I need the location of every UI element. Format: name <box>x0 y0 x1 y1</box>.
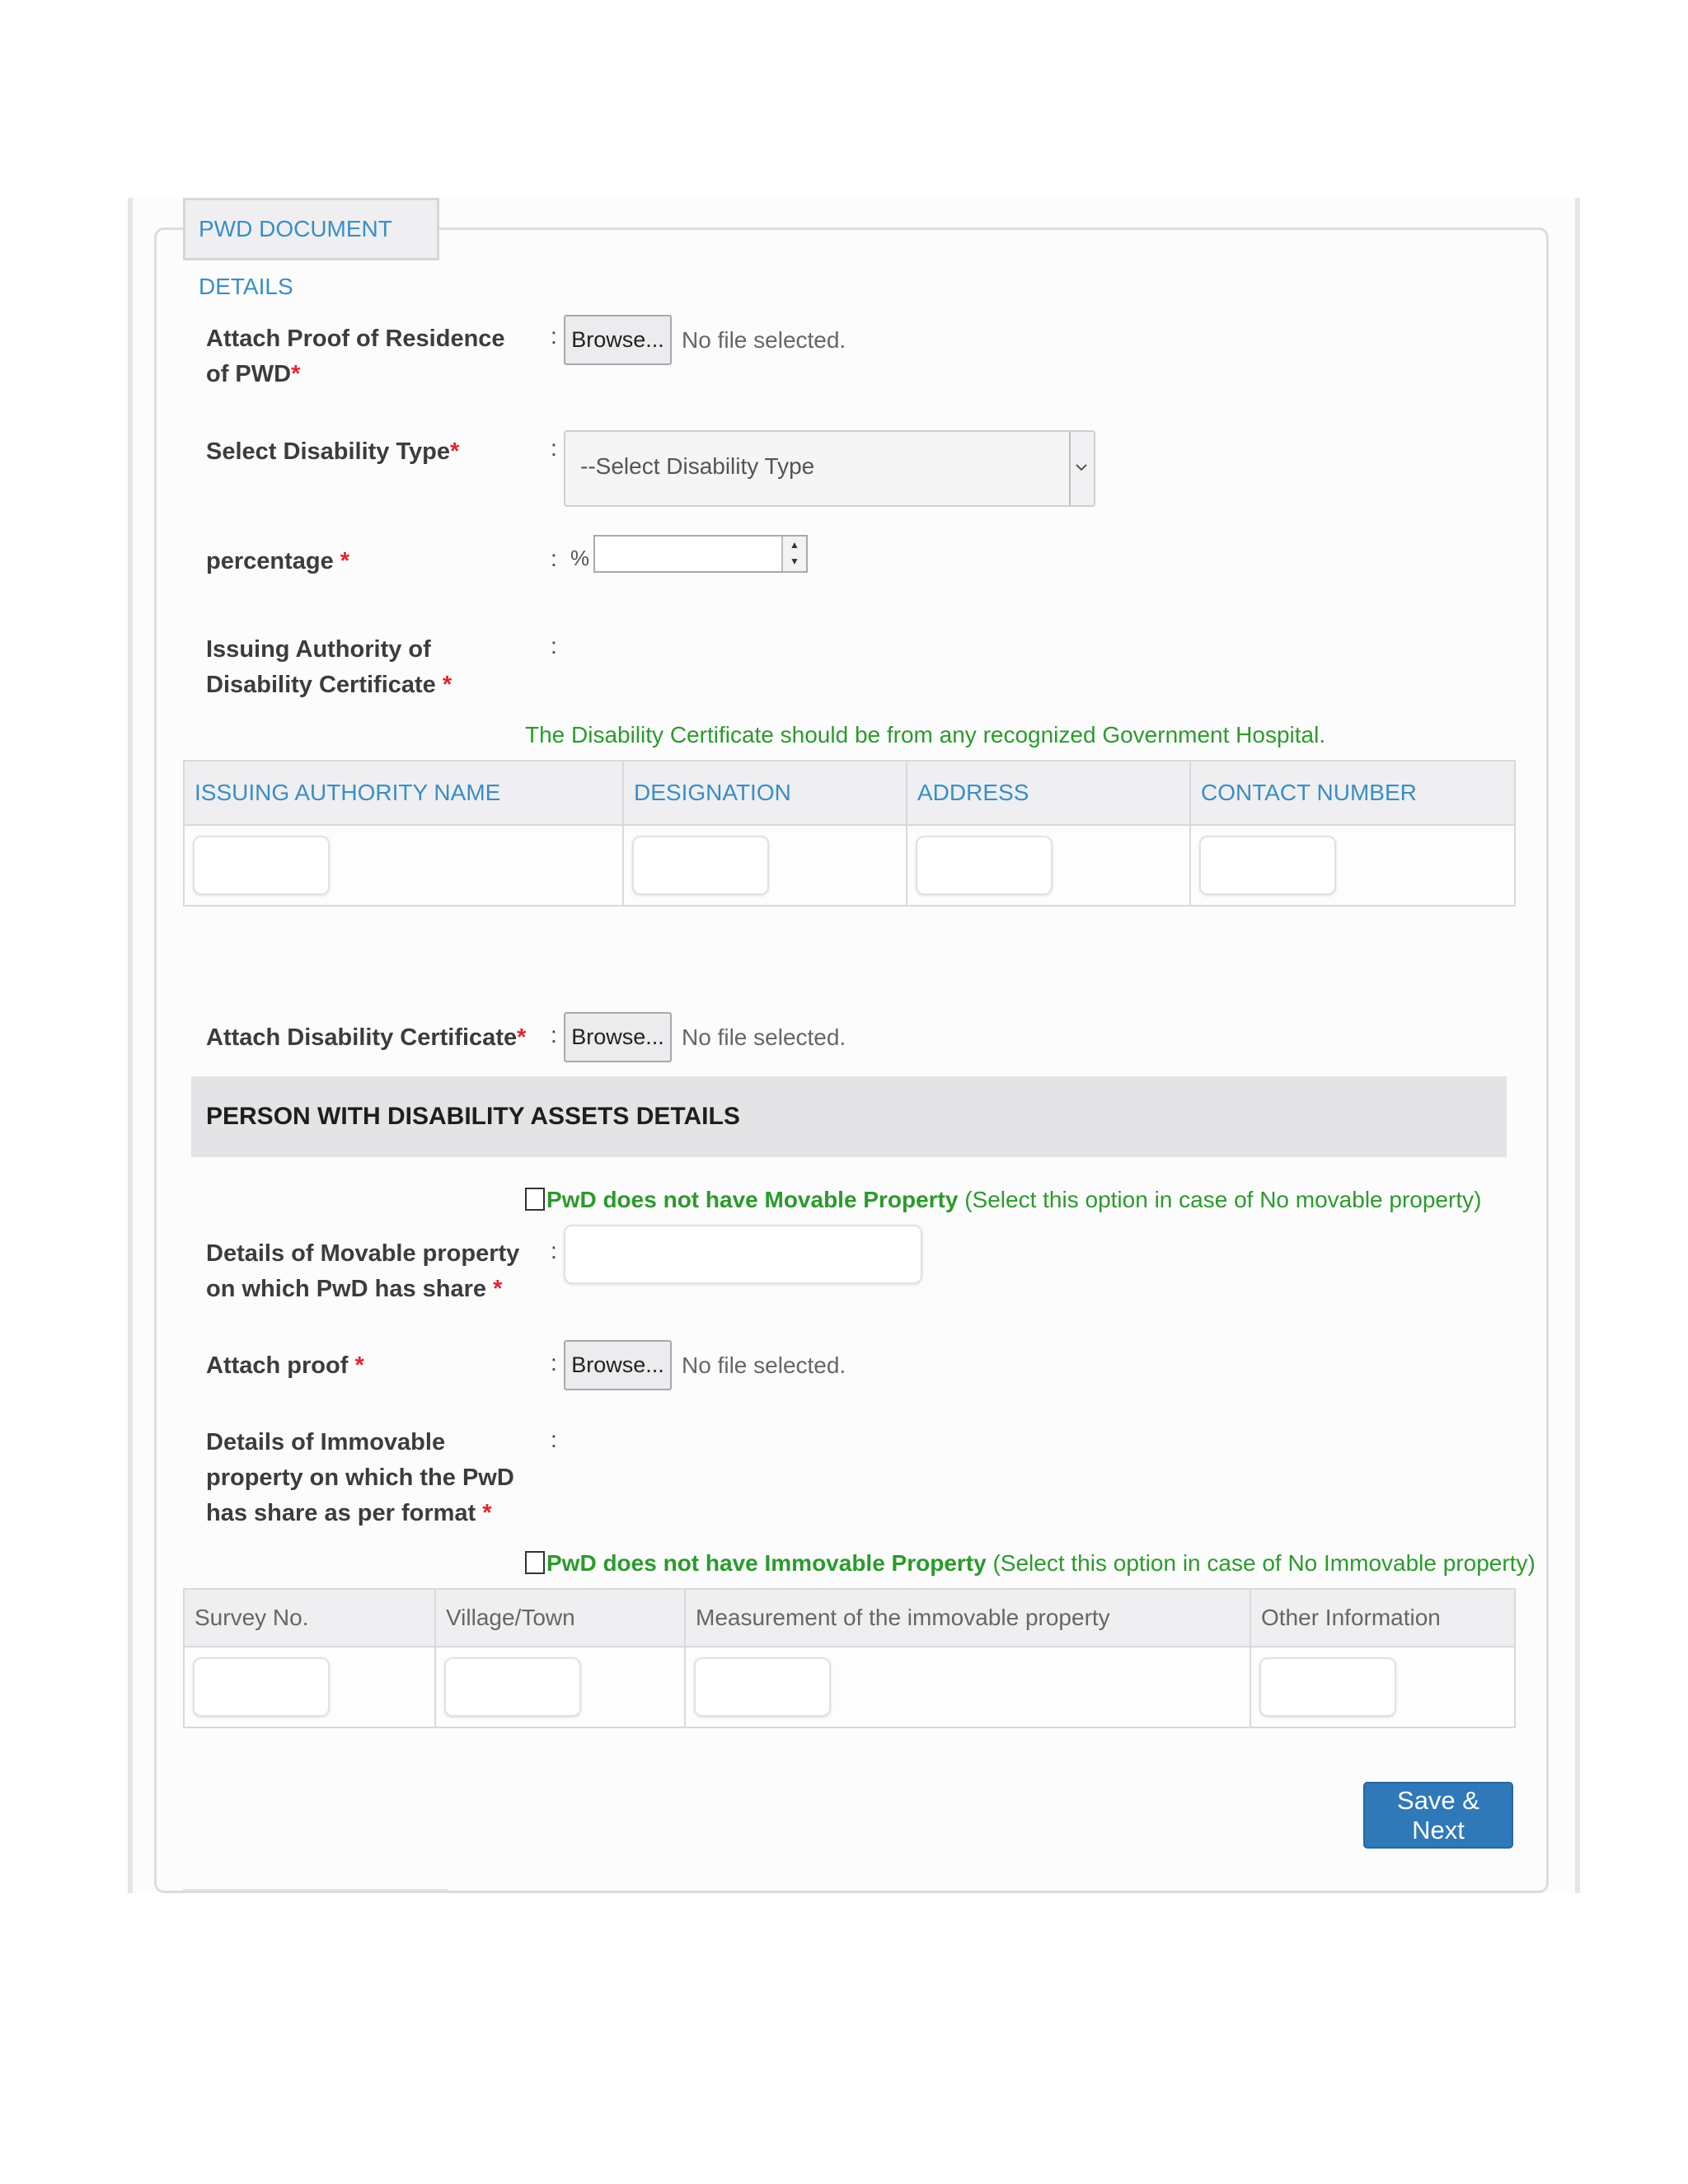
proof-residence-file-status: No file selected. <box>682 327 846 353</box>
spin-up-icon[interactable]: ▲ <box>790 539 799 551</box>
table-cell <box>1190 825 1515 906</box>
other-information-input[interactable] <box>1259 1657 1396 1717</box>
checkbox-label: PwD does not have Movable Property <box>546 1187 959 1212</box>
disability-certificate-browse-button[interactable]: Browse... <box>564 1012 672 1062</box>
no-immovable-property-checkbox[interactable] <box>525 1551 545 1574</box>
disability-type-label: Select Disability Type* <box>206 438 460 465</box>
spin-down-icon[interactable]: ▼ <box>790 555 799 567</box>
percentage-label: percentage * <box>206 548 350 574</box>
attach-proof-browse-button[interactable]: Browse... <box>564 1340 672 1390</box>
no-movable-property-option[interactable] <box>525 1187 1481 1213</box>
table-cell <box>907 825 1190 906</box>
percent-unit: % <box>570 546 590 570</box>
disability-certificate-file-status: No file selected. <box>682 1024 846 1050</box>
colon: : <box>551 633 557 658</box>
number-spinner[interactable] <box>781 537 806 571</box>
contact-number-input[interactable] <box>1199 836 1336 895</box>
table-header: Survey No. <box>184 1589 435 1647</box>
table-row <box>184 825 1515 906</box>
village-town-input[interactable] <box>444 1657 581 1717</box>
checkbox-label: PwD does not have Immovable Property <box>546 1550 987 1576</box>
immovable-property-table <box>183 1588 1516 1728</box>
checkbox-note: (Select this option in case of No movable property) <box>958 1187 1482 1212</box>
table-cell <box>184 1647 435 1727</box>
attach-proof-file-status: No file selected. <box>682 1352 846 1378</box>
colon: : <box>551 1022 557 1047</box>
checkbox-note: (Select this option in case of No Immovable property) <box>986 1550 1536 1576</box>
colon: : <box>551 1238 557 1263</box>
colon: : <box>551 1350 557 1376</box>
certificate-note: The Disability Certificate should be from any recognized Government Hospital. <box>525 722 1326 748</box>
no-immovable-property-option[interactable] <box>525 1550 1536 1577</box>
table-row <box>184 1647 1515 1727</box>
table-cell <box>435 1647 685 1727</box>
measurement-input[interactable] <box>694 1657 831 1717</box>
fieldset-legend: PWD DOCUMENT DETAILS <box>183 198 439 260</box>
table-header: Measurement of the immovable property <box>685 1589 1250 1647</box>
issuing-authority-table <box>183 760 1516 907</box>
percentage-input[interactable] <box>593 535 808 573</box>
proof-residence-label: Attach Proof of Residence of PWD* <box>206 326 505 387</box>
colon: : <box>551 323 557 349</box>
survey-no-input[interactable] <box>193 1657 330 1717</box>
attach-proof-label: Attach proof * <box>206 1352 364 1379</box>
no-movable-property-checkbox[interactable] <box>525 1188 545 1211</box>
table-header: Village/Town <box>435 1589 685 1647</box>
table-header: ADDRESS <box>907 761 1190 825</box>
table-cell <box>685 1647 1250 1727</box>
divider <box>183 1889 448 1891</box>
authority-name-input[interactable] <box>193 836 330 895</box>
movable-property-input[interactable] <box>564 1225 922 1284</box>
proof-residence-browse-button[interactable]: Browse... <box>564 315 672 365</box>
designation-input[interactable] <box>632 836 769 895</box>
colon: : <box>551 435 557 461</box>
save-next-button[interactable]: Save & Next <box>1363 1782 1513 1849</box>
colon: : <box>551 546 557 571</box>
table-header-row <box>184 1589 1515 1647</box>
table-header: Other Information <box>1250 1589 1515 1647</box>
movable-property-label: Details of Movable property on which PwD has share * <box>206 1240 520 1302</box>
address-input[interactable] <box>916 836 1053 895</box>
table-header: CONTACT NUMBER <box>1190 761 1515 825</box>
table-cell <box>1250 1647 1515 1727</box>
table-header: ISSUING AUTHORITY NAME <box>184 761 623 825</box>
disability-type-selected-value: --Select Disability Type <box>580 453 815 479</box>
issuing-authority-label: Issuing Authority of Disability Certificate * <box>206 636 452 698</box>
immovable-property-label: Details of Immovable property on which the PwD has share as per format * <box>206 1429 514 1526</box>
chevron-down-icon <box>1069 432 1094 505</box>
disability-type-select[interactable] <box>564 430 1095 507</box>
colon: : <box>551 1427 557 1452</box>
assets-section-header: PERSON WITH DISABILITY ASSETS DETAILS <box>191 1076 1507 1157</box>
table-header-row <box>184 761 1515 825</box>
table-cell <box>184 825 623 906</box>
table-cell <box>623 825 907 906</box>
disability-certificate-label: Attach Disability Certificate* <box>206 1024 527 1051</box>
table-header: DESIGNATION <box>623 761 907 825</box>
